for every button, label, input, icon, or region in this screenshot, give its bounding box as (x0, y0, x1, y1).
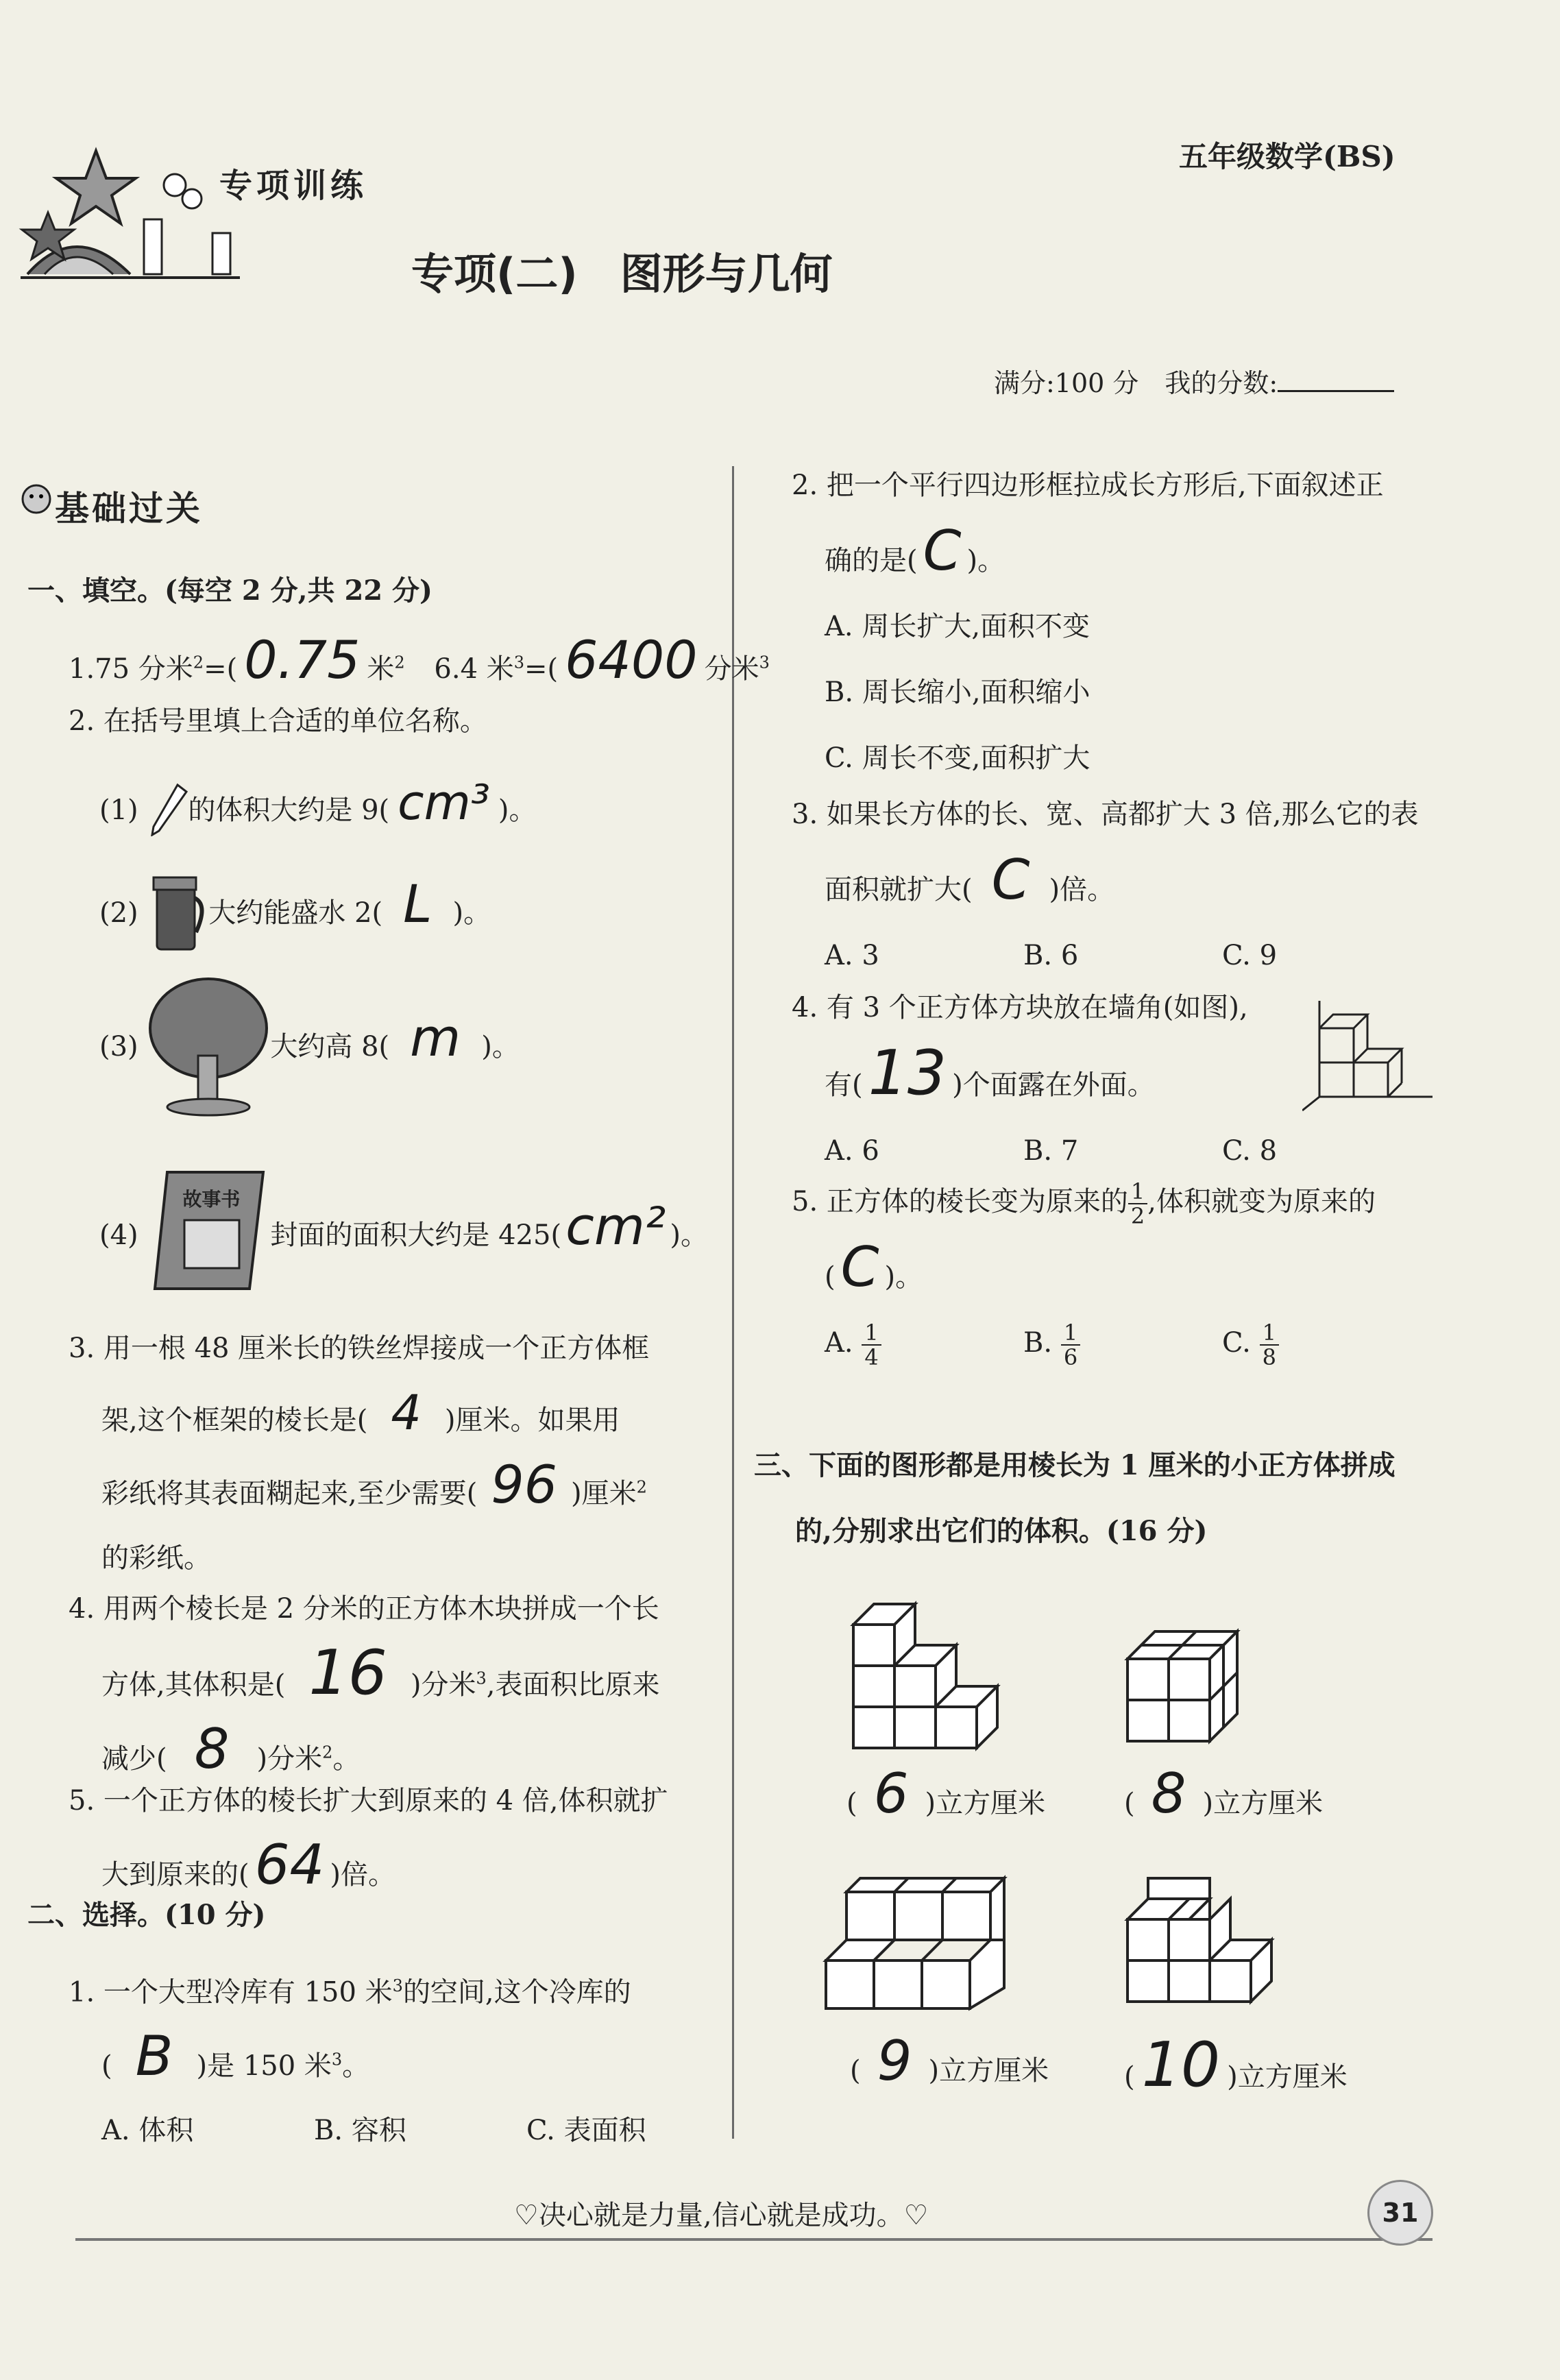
answer-fig2: ( 8 )立方厘米 (1124, 1762, 1324, 1825)
banner-decoration (14, 137, 240, 288)
cube-figure-1 (846, 1583, 1025, 1758)
answer-fig3: ( 9 )立方厘米 (850, 2029, 1049, 2093)
cube-figure-2 (1121, 1590, 1271, 1751)
p2-q5: 5. 正方体的棱长变为原来的 $\frac{1}{2}$ ,体积就变为原来的 ( C )。 A. $\frac{1}{4}$ B. $\frac{1}{6}$ C. $\frac{1}{8}$ (792, 1178, 1376, 1370)
p1-q2: 2. 在括号里填上合适的单位名称。 (69, 705, 487, 737)
part2-heading: 二、选择。(10 分) (27, 1899, 266, 1931)
answer-fig4: ( 10 )立方厘米 (1124, 2029, 1348, 2101)
answer-fig1: ( 6 )立方厘米 (846, 1762, 1046, 1825)
part1-heading: 一、填空。(每空 2 分,共 22 分) (27, 574, 432, 607)
cube-figure-4 (1121, 1871, 1313, 2025)
page-title: 专项(二) 图形与几何 (411, 249, 833, 299)
kettle-icon (147, 871, 208, 960)
grade-subject: 五年级数学(BS) (1179, 140, 1396, 173)
p1-q2-3: (3) 大约高 8( m )。 (99, 973, 520, 1124)
page-number: 31 (1367, 2180, 1433, 2246)
section-icon (19, 480, 53, 521)
p1-q2-4: (4) 故事书 封面的面积大约是 425(cm² )。 (99, 1165, 708, 1309)
section-basic: 基础过关 (55, 489, 203, 529)
p1-q4: 4. 用两个棱长是 2 分米的正方体木块拼成一个长 方体,其体积是( 16 )分米$^3$,表面积比原来 减少( 8 )分米$^2$。 (69, 1593, 660, 1781)
pencil-icon (147, 781, 188, 843)
footer-motto: ♡决心就是力量,信心就是成功。♡ (514, 2200, 929, 2231)
tree-icon (147, 973, 270, 1124)
p2-q2: 2. 把一个平行四边形框拉成长方形后,下面叙述正 确的是( C )。 A. 周长扩大,面积不变 B. 周长缩小,面积缩小 C. 周长不变,面积扩大 (792, 470, 1384, 774)
corner-cubes-figure (1302, 1001, 1439, 1120)
p1-q5: 5. 一个正方体的棱长扩大到原来的 4 倍,体积就扩 大到原来的( 64 )倍。 (69, 1785, 668, 1897)
heart-icon: ♡ (903, 2200, 929, 2231)
footer-rule (75, 2238, 1433, 2241)
p1-q2-2: (2) 大约能盛水 2( L )。 (99, 871, 491, 960)
column-divider (732, 466, 734, 2139)
storybook-icon: 故事书 (147, 1165, 270, 1309)
banner-label: 专项训练 (219, 167, 368, 205)
p1-q2-1: (1) 的体积大约是 9( cm³ )。 (99, 775, 537, 843)
heart-icon: ♡ (514, 2200, 539, 2231)
fraction-half: $\frac{1}{2}$ (1128, 1180, 1147, 1228)
part3-heading: 三、下面的图形都是用棱长为 1 厘米的小正方体拼成 的,分别求出它们的体积。(16 分) (754, 1449, 1396, 1547)
p2-q3: 3. 如果长方体的长、宽、高都扩大 3 倍,那么它的表 面积就扩大( C )倍。 A. 3 B. 6 C. 9 (792, 799, 1419, 971)
cube-figure-3 (819, 1871, 1011, 2025)
p1-q3: 3. 用一根 48 厘米长的铁丝焊接成一个正方体框 架,这个框架的棱长是( 4 )厘米。如果用 彩纸将其表面糊起来,至少需要( 96 )厘米$^2$ 的彩纸。 (69, 1333, 650, 1574)
p2-q4: 4. 有 3 个正方体方块放在墙角(如图), 有(13 )个面露在外面。 A. 6 B. 7 C. 8 (792, 992, 1278, 1167)
score-label: 满分:100 分 我的分数: (994, 362, 1394, 400)
p1-q1: 1.75 分米$^2$=( 0.75 米$^2$ 6.4 米$^3$=( 6400 分米$^3$ (69, 629, 770, 690)
p2-q1: 1. 一个大型冷库有 150 米$^3$的空间,这个冷库的 ( B )是 150 米$^3$。 A. 体积 B. 容积 C. 表面积 (69, 1976, 646, 2147)
